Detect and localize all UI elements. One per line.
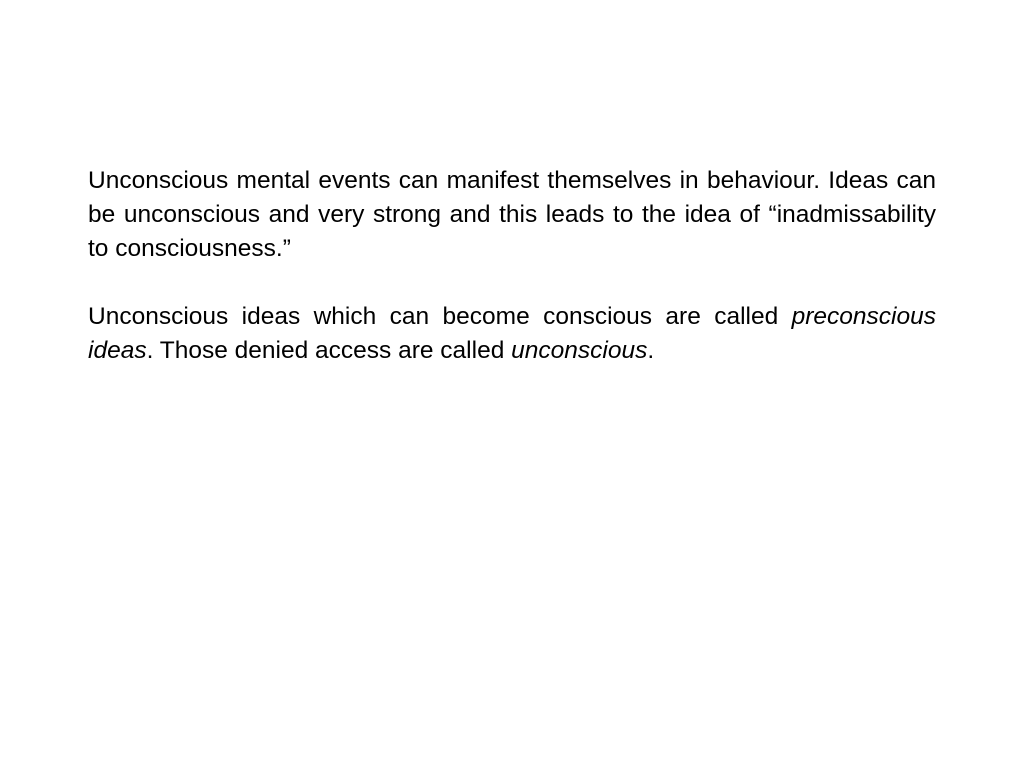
term-preconscious-ideas: preconscious ideas (88, 303, 936, 364)
slide-body (88, 164, 936, 368)
term-unconscious: unconscious (511, 337, 648, 364)
paragraph-preconscious-ideas (88, 300, 936, 368)
paragraph-unconscious-events: Unconscious mental events can manifest themselves in behaviour. Ideas can be unconscious and very strong and this leads to the idea of “inadmissability to consciousness.” (88, 167, 936, 262)
paragraph-text: Unconscious ideas which can become conscious are called (88, 303, 792, 330)
paragraph-text: . (647, 337, 655, 364)
paragraph-text: . Those denied access are called (146, 337, 512, 364)
